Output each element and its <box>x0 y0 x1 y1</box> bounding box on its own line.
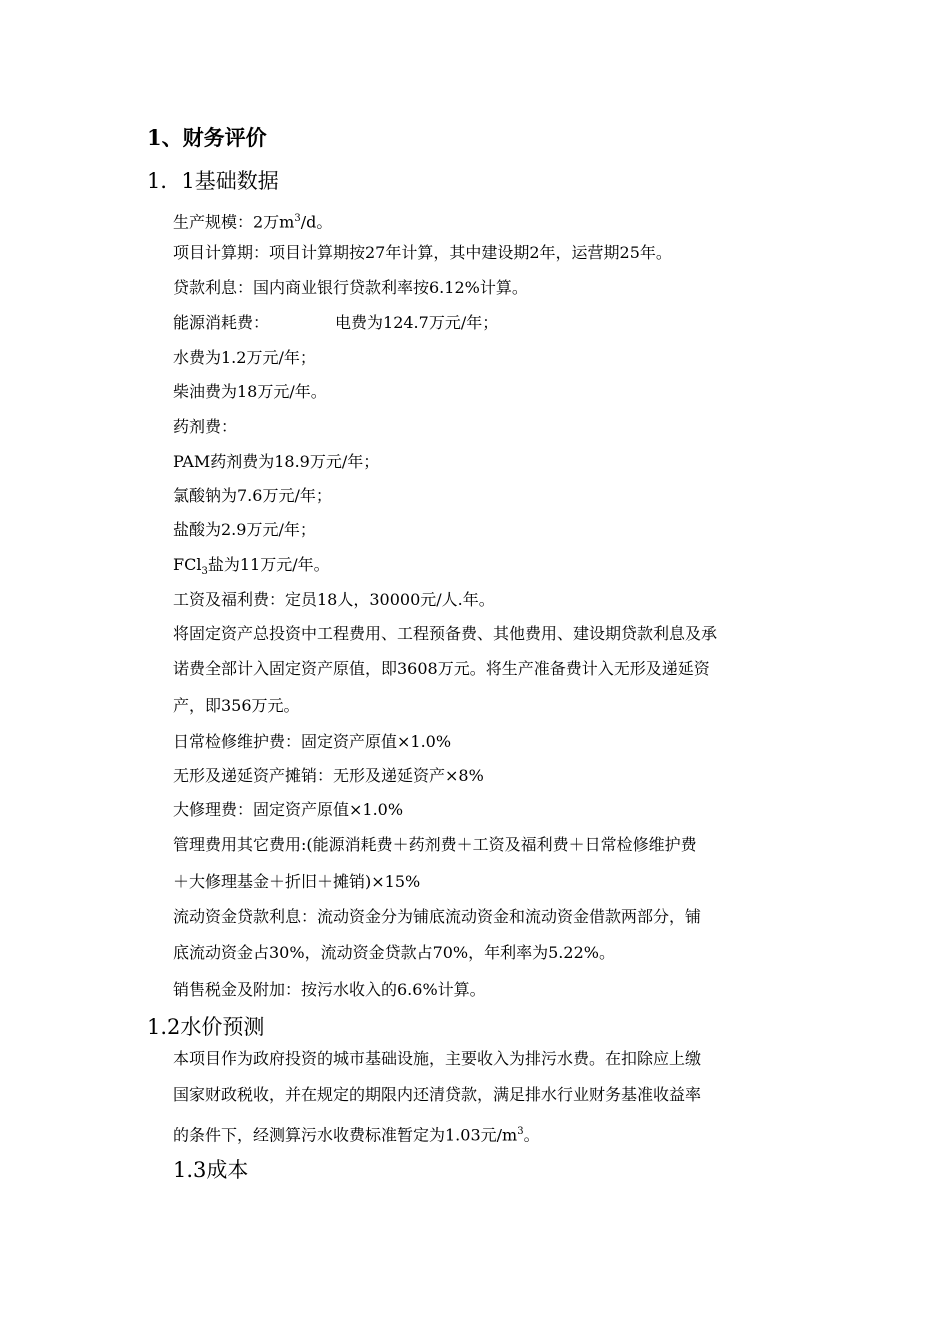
diesel-cost: 柴油费为18万元/年。 <box>173 382 327 401</box>
electricity-cost: 电费为124.7万元/年； <box>335 313 499 332</box>
price-line-3-sup: 3 <box>517 1126 524 1137</box>
management-cost-line-1: 管理费用其它费用:(能源消耗费＋药剂费＋工资及福利费＋日常检修维护费 <box>173 835 697 854</box>
fixed-asset-line-2: 诺费全部计入固定资产原值，即3608万元。将生产准备费计入无形及递延资 <box>173 659 710 678</box>
management-cost-line-2: ＋大修理基金＋折旧＋摊销)×15% <box>173 872 421 891</box>
fixed-asset-line-3: 产，即356万元。 <box>173 696 300 715</box>
calculation-period: 项目计算期：项目计算期按27年计算，其中建设期2年，运营期25年。 <box>173 243 672 262</box>
price-paragraph-line-1: 本项目作为政府投资的城市基础设施，主要收入为排污水费。在扣除应上缴 <box>173 1049 702 1068</box>
energy-cost <box>173 312 498 334</box>
fcl3-sub: 3 <box>201 566 208 578</box>
subsection-title-cost: 1.3成本 <box>173 1158 249 1182</box>
price-line-3-end: 。 <box>523 1125 540 1145</box>
price-line-3-text: 的条件下，经测算污水收费标准暂定为1.03元/m <box>173 1125 518 1145</box>
pam-cost: PAM药剂费为18.9万元/年； <box>173 452 380 471</box>
section-title: 1、财务评价 <box>147 125 267 150</box>
wages-benefits: 工资及福利费：定员18人，30000元/人.年。 <box>173 590 495 609</box>
production-scale-text: 生产规模：2万m <box>173 212 295 232</box>
loan-interest: 贷款利息：国内商业银行贷款利率按6.12%计算。 <box>173 278 528 297</box>
overhaul-cost: 大修理费：固定资产原值×1.0% <box>173 800 404 819</box>
water-cost: 水费为1.2万元/年； <box>173 348 316 367</box>
fcl3-text: FCl <box>173 555 202 574</box>
production-scale-sup: 3 <box>294 213 301 224</box>
subsection-title-price-forecast: 1.2水价预测 <box>147 1015 265 1039</box>
price-paragraph-line-2: 国家财政税收，并在规定的期限内还清贷款，满足排水行业财务基准收益率 <box>173 1085 702 1104</box>
fcl3-cost <box>173 554 330 583</box>
working-capital-line-1: 流动资金贷款利息：流动资金分为铺底流动资金和流动资金借款两部分，铺 <box>173 907 702 926</box>
fixed-asset-line-1: 将固定资产总投资中工程费用、工程预备费、其他费用、建设期贷款利息及承 <box>173 624 718 643</box>
sales-tax: 销售税金及附加：按污水收入的6.6%计算。 <box>173 980 486 999</box>
chemical-cost-label: 药剂费： <box>173 417 238 436</box>
maintenance-cost: 日常检修维护费：固定资产原值×1.0% <box>173 732 452 751</box>
production-scale-unit: /d。 <box>300 212 333 232</box>
price-paragraph-line-3 <box>173 1121 540 1146</box>
energy-cost-label: 能源消耗费： <box>173 313 270 332</box>
working-capital-line-2: 底流动资金占30%，流动资金贷款占70%，年利率为5.22%。 <box>173 943 615 962</box>
fcl3-rest: 盐为11万元/年。 <box>207 555 330 574</box>
production-scale <box>173 208 332 233</box>
amortization-cost: 无形及递延资产摊销：无形及递延资产×8% <box>173 766 484 785</box>
subsection-title-basic-data: 1．1基础数据 <box>147 169 279 193</box>
chlorate-cost: 氯酸钠为7.6万元/年； <box>173 486 332 505</box>
hydrochloric-acid-cost: 盐酸为2.9万元/年； <box>173 520 316 539</box>
